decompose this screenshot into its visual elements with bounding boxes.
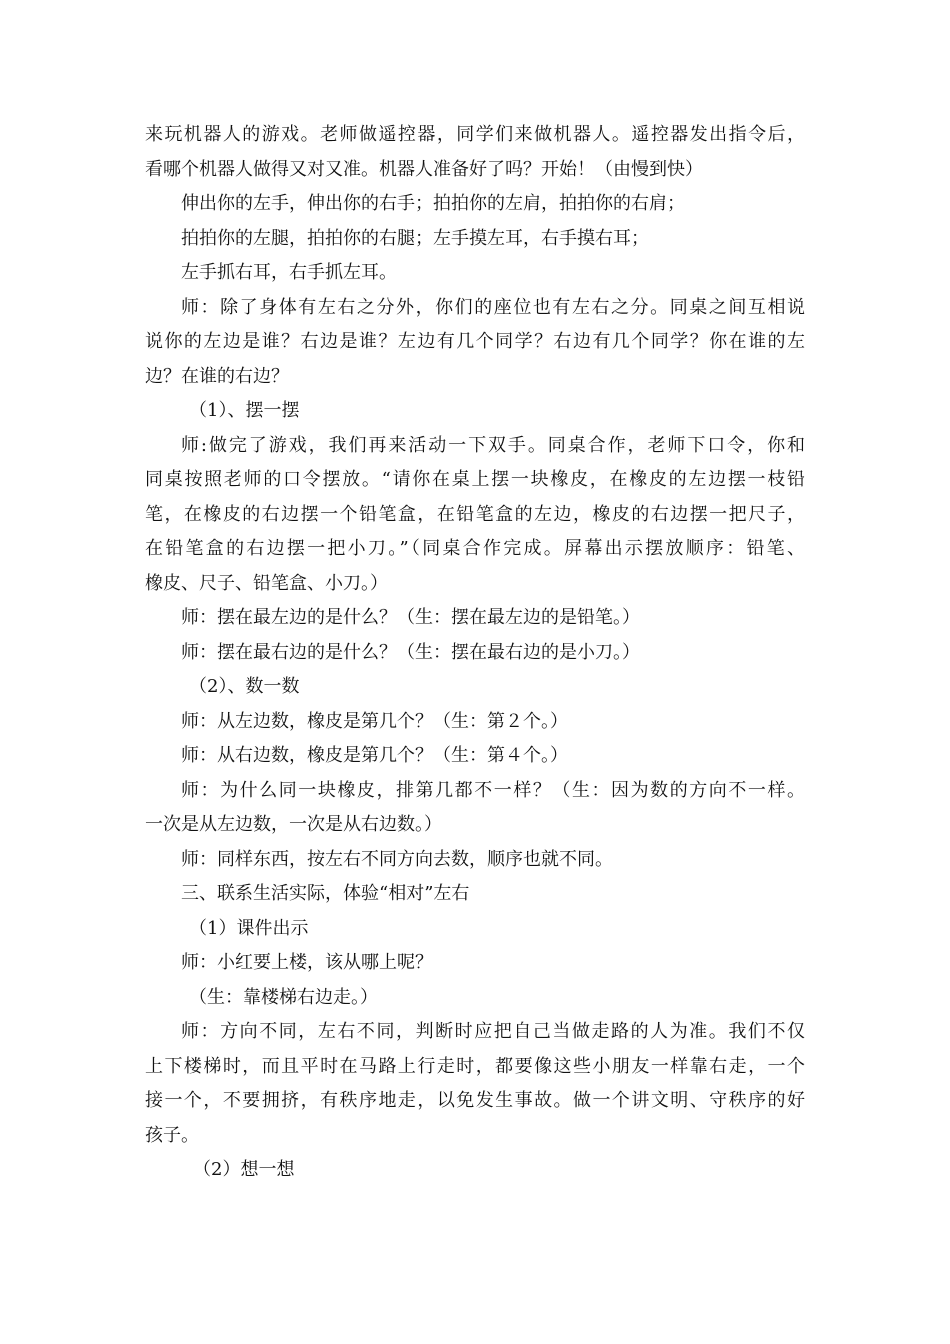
paragraph-line: 说你的左边是谁？右边是谁？左边有几个同学？右边有几个同学？你在谁的左	[145, 331, 805, 352]
dialogue-line: 师：小红要上楼，该从哪上呢？	[181, 952, 433, 973]
paragraph-line: 师：除了身体有左右之分外，你们的座位也有左右之分。同桌之间互相说	[181, 296, 805, 318]
section-heading: （1）、摆一摆	[189, 400, 300, 421]
paragraph-line: 接一个，不要拥挤，有秩序地走，以免发生事故。做一个讲文明、守秩序的好	[145, 1090, 805, 1111]
paragraph-line: 边？在谁的右边？	[145, 365, 289, 387]
paragraph-line: 橡皮、尺子、铅笔盒、小刀。）	[145, 572, 388, 594]
paragraph-line: 一次是从左边数，一次是从右边数。）	[145, 814, 442, 835]
paragraph-line: 同桌按照老师的口令摆放。“请你在桌上摆一块橡皮，在橡皮的左边摆一枝铅	[145, 469, 805, 490]
dialogue-line: 师：摆在最右边的是什么？（生：摆在最右边的是小刀。）	[181, 641, 640, 663]
instruction-line: 伸出你的左手，伸出你的右手；拍拍你的左肩，拍拍你的右肩；	[181, 193, 685, 214]
dialogue-line: 师：为什么同一块橡皮，排第几都不一样？（生：因为数的方向不一样。	[181, 779, 805, 801]
section-heading: （2）、数一数	[189, 676, 300, 697]
instruction-line: 左手抓右耳，右手抓左耳。	[181, 262, 397, 283]
section-heading: 三、联系生活实际，体验“相对”左右	[181, 883, 470, 904]
paragraph-line: 来玩机器人的游戏。老师做遥控器，同学们来做机器人。遥控器发出指令后，	[145, 124, 805, 145]
lesson-text-body	[145, 118, 805, 1188]
subsection-heading: （2）想一想	[193, 1159, 295, 1180]
subsection-heading: （1）课件出示	[189, 917, 309, 939]
paragraph-line: 看哪个机器人做得又对又准。机器人准备好了吗？开始！（由慢到快）	[145, 158, 703, 180]
paragraph-line: 师：方向不同，左右不同，判断时应把自己当做走路的人为准。我们不仅	[181, 1021, 805, 1042]
dialogue-line: 师：从右边数，橡皮是第几个？（生：第４个。）	[181, 745, 568, 766]
paragraph-line: 在铅笔盒的右边摆一把小刀。”（同桌合作完成。屏幕出示摆放顺序：铅笔、	[145, 538, 805, 559]
instruction-line: 拍拍你的左腿，拍拍你的右腿；左手摸左耳，右手摸右耳；	[181, 227, 649, 249]
paragraph-line: 师:做完了游戏，我们再来活动一下双手。同桌合作，老师下口令，你和	[181, 434, 805, 456]
dialogue-line: 师：同样东西，按左右不同方向去数，顺序也就不同。	[181, 848, 613, 870]
dialogue-line: （生：靠楼梯右边走。）	[189, 986, 378, 1008]
dialogue-line: 师：摆在最左边的是什么？（生：摆在最左边的是铅笔。）	[181, 607, 640, 628]
paragraph-line: 孩子。	[145, 1124, 199, 1146]
paragraph-line: 笔，在橡皮的右边摆一个铅笔盒，在铅笔盒的左边，橡皮的右边摆一把尺子，	[145, 503, 805, 525]
dialogue-line: 师：从左边数，橡皮是第几个？（生：第２个。）	[181, 710, 568, 732]
paragraph-line: 上下楼梯时，而且平时在马路上行走时，都要像这些小朋友一样靠右走，一个	[145, 1055, 805, 1077]
